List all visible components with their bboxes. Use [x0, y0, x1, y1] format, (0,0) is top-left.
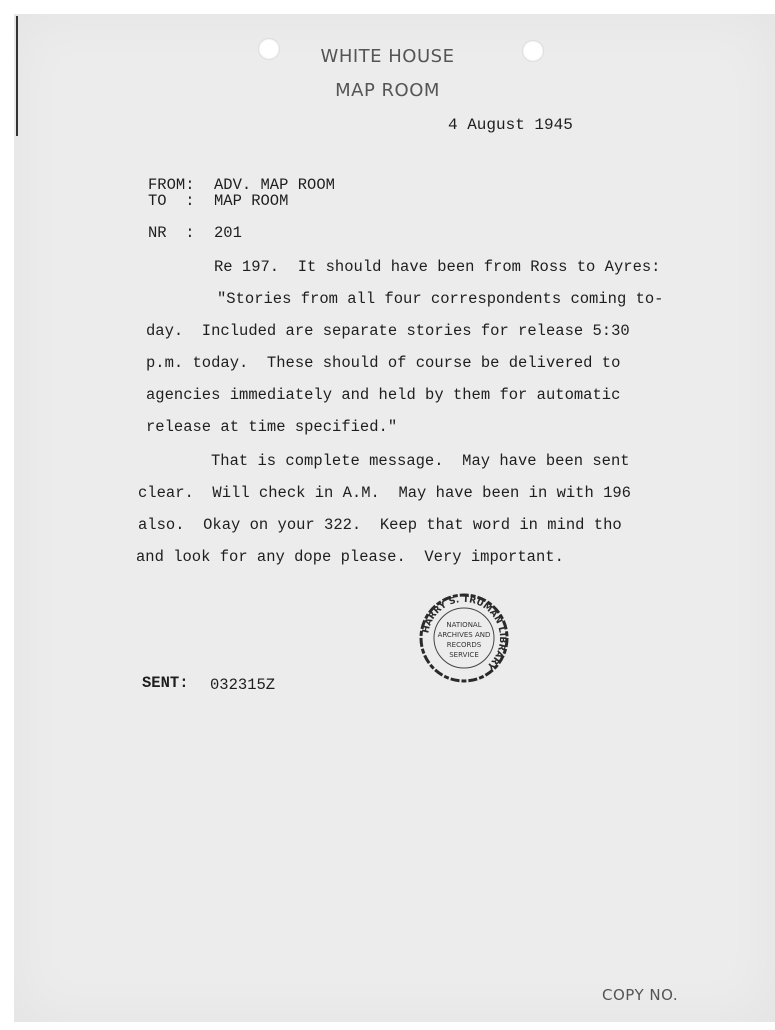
body-line: release at time specified." — [146, 418, 398, 436]
header-org: WHITE HOUSE — [320, 46, 455, 67]
stamp-inner-text: NATIONAL — [446, 621, 482, 629]
sent-value: 032315Z — [210, 676, 276, 694]
from-value: ADV. MAP ROOM — [214, 176, 335, 194]
sent-label: SENT: — [142, 674, 189, 692]
body-line: "Stories from all four correspondents coming to- — [217, 290, 664, 308]
stamp-inner-text: ARCHIVES AND — [437, 631, 491, 639]
body-line: clear. Will check in A.M. May have been in with 196 — [138, 484, 631, 502]
stamp-outer-text: HARRY S. TRUMAN LIBRARY — [421, 594, 508, 672]
body-line: day. Included are separate stories for release 5:30 — [146, 322, 630, 340]
body-line: also. Okay on your 322. Keep that word in mind tho — [138, 516, 622, 534]
body-line: Re 197. It should have been from Ross to Ayres: — [214, 258, 661, 276]
document-date: 4 August 1945 — [448, 116, 573, 134]
stamp-inner-text: RECORDS — [446, 641, 482, 649]
body-line: p.m. today. These should of course be delivered to — [146, 354, 621, 372]
archives-stamp — [418, 592, 510, 684]
page-edge-line — [16, 16, 18, 136]
copy-number: COPY NO. — [602, 986, 679, 1004]
stamp-inner-text: SERVICE — [449, 651, 479, 659]
body-line: agencies immediately and held by them for automatic — [146, 386, 621, 404]
from-label: FROM: — [148, 176, 195, 194]
to-label: TO : — [148, 192, 195, 210]
nr-label: NR : — [148, 224, 195, 242]
body-line: That is complete message. May have been sent — [211, 452, 630, 470]
nr-value: 201 — [214, 224, 242, 242]
to-value: MAP ROOM — [214, 192, 289, 210]
body-line: and look for any dope please. Very important. — [136, 548, 564, 566]
header-dept: MAP ROOM — [335, 80, 440, 101]
